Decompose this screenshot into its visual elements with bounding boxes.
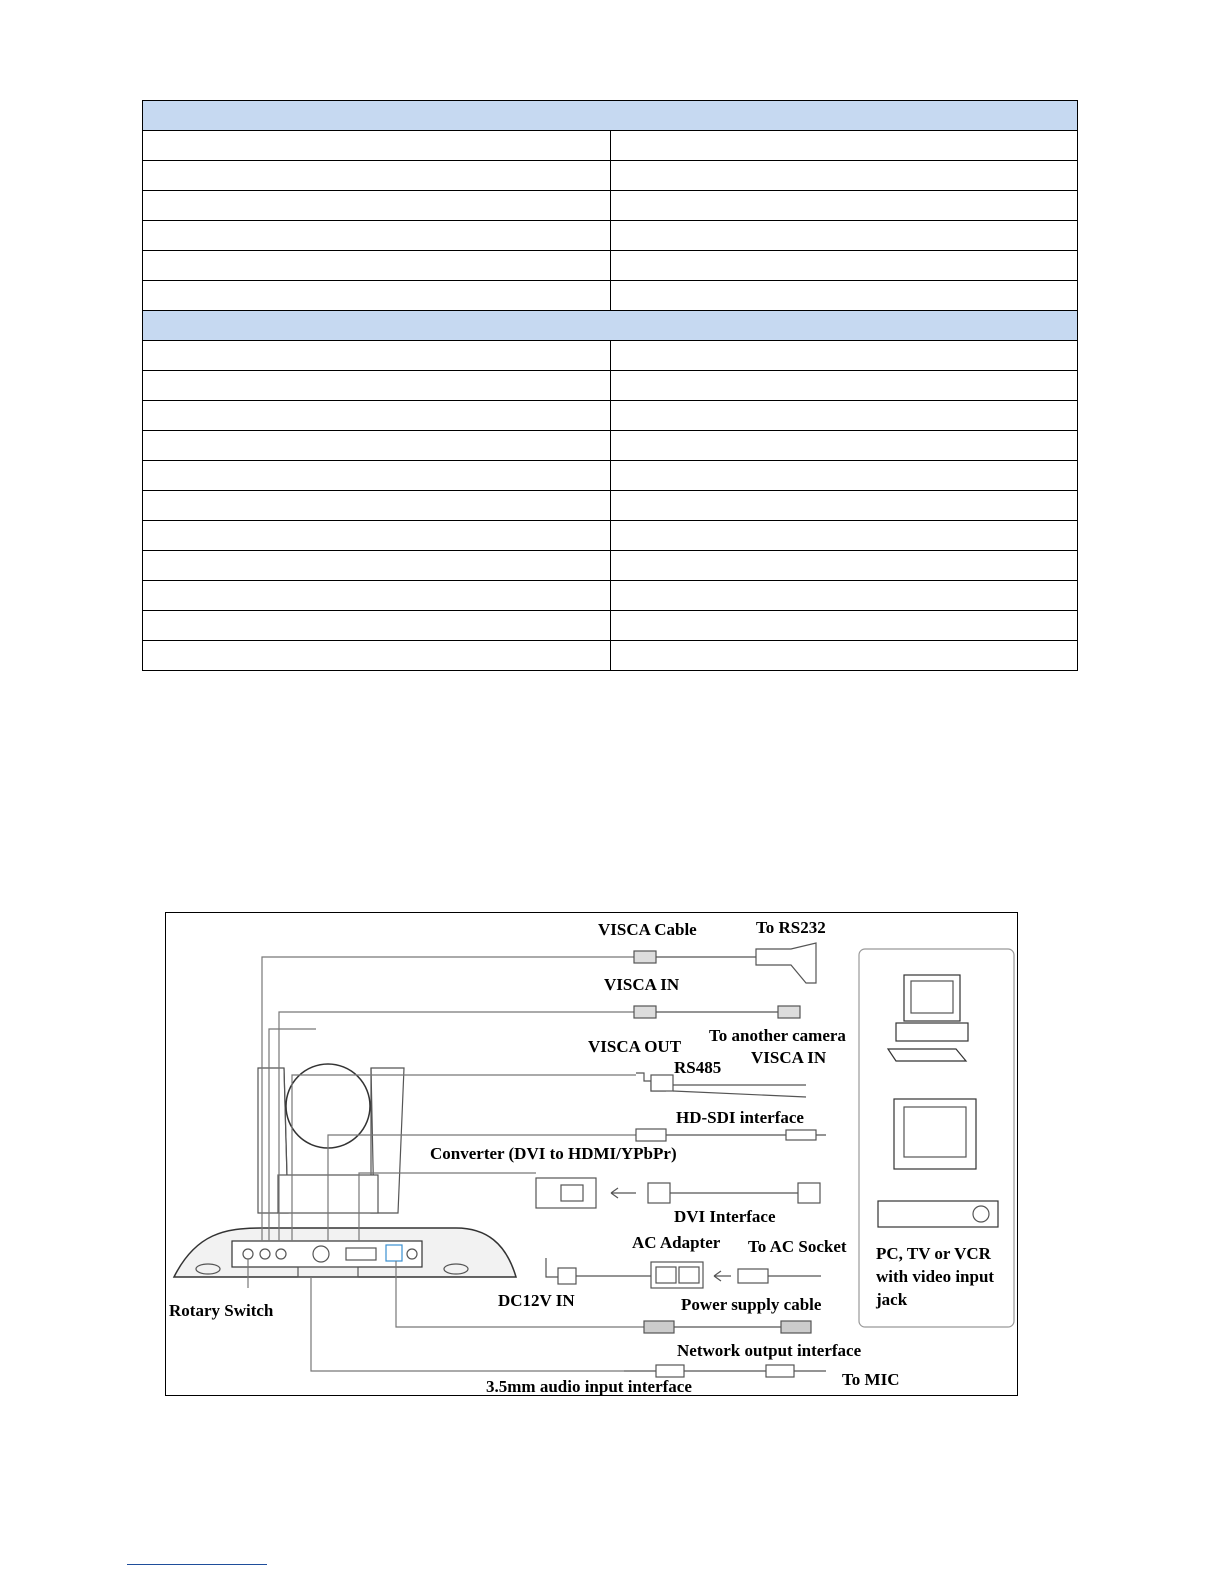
- connection-diagram: [165, 912, 1018, 1396]
- table-row: [143, 341, 1078, 371]
- cable-lines: [248, 957, 644, 1371]
- label-pc-tv-vcr-1: PC, TV or VCR: [876, 1244, 991, 1263]
- spec-value-cell: [610, 551, 1078, 581]
- label-pc-tv-vcr-2: with video input: [876, 1267, 995, 1286]
- spec-label-cell: [143, 521, 611, 551]
- visca-in-connectors: [634, 1006, 800, 1018]
- section-header-cell: [143, 311, 1078, 341]
- spec-value-cell: [610, 191, 1078, 221]
- spec-value-cell: [610, 641, 1078, 671]
- label-rotary-switch: Rotary Switch: [169, 1301, 274, 1320]
- table-row: [143, 131, 1078, 161]
- table-row: [143, 611, 1078, 641]
- spec-value-cell: [610, 401, 1078, 431]
- table-row: [143, 161, 1078, 191]
- spec-label-cell: [143, 341, 611, 371]
- label-visca-out: VISCA OUT: [588, 1037, 682, 1056]
- spec-value-cell: [610, 161, 1078, 191]
- table-row: [143, 491, 1078, 521]
- table-row: [143, 251, 1078, 281]
- table-row: [143, 581, 1078, 611]
- power-connectors: [546, 1258, 821, 1288]
- spec-value-cell: [610, 131, 1078, 161]
- diagram-labels: [169, 918, 994, 1396]
- label-dvi-interface: DVI Interface: [674, 1207, 776, 1226]
- section-header-cell: [143, 101, 1078, 131]
- label-ac-adapter: AC Adapter: [632, 1233, 721, 1252]
- table-row: [143, 281, 1078, 311]
- label-power-supply-cable: Power supply cable: [681, 1295, 822, 1314]
- table-section-header: [143, 311, 1078, 341]
- spec-value-cell: [610, 521, 1078, 551]
- audio-connectors: [624, 1365, 826, 1377]
- spec-label-cell: [143, 221, 611, 251]
- table-row: [143, 461, 1078, 491]
- hd-sdi-connector: [636, 1129, 826, 1141]
- spec-value-cell: [610, 251, 1078, 281]
- spec-label-cell: [143, 161, 611, 191]
- label-to-rs232: To RS232: [756, 918, 826, 937]
- label-to-another-camera: To another camera: [709, 1026, 846, 1045]
- label-hd-sdi: HD-SDI interface: [676, 1108, 804, 1127]
- label-another-camera-visca-in: VISCA IN: [751, 1048, 827, 1067]
- spec-label-cell: [143, 641, 611, 671]
- table-row: [143, 431, 1078, 461]
- spec-value-cell: [610, 491, 1078, 521]
- spec-label-cell: [143, 581, 611, 611]
- footer-link-underline: [127, 1564, 267, 1565]
- spec-value-cell: [610, 431, 1078, 461]
- spec-label-cell: [143, 491, 611, 521]
- spec-value-cell: [610, 581, 1078, 611]
- dvi-connectors: [536, 1178, 820, 1208]
- label-visca-cable: VISCA Cable: [598, 920, 697, 939]
- table-section-header: [143, 101, 1078, 131]
- table-row: [143, 371, 1078, 401]
- label-dc12v-in: DC12V IN: [498, 1291, 575, 1310]
- label-to-ac-socket: To AC Socket: [748, 1237, 847, 1256]
- table-row: [143, 401, 1078, 431]
- table-row: [143, 551, 1078, 581]
- label-visca-in: VISCA IN: [604, 975, 680, 994]
- spec-label-cell: [143, 611, 611, 641]
- spec-value-cell: [610, 371, 1078, 401]
- spec-label-cell: [143, 191, 611, 221]
- network-connectors: [644, 1321, 811, 1333]
- spec-value-cell: [610, 611, 1078, 641]
- label-converter: Converter (DVI to HDMI/YPbPr): [430, 1144, 677, 1163]
- label-pc-tv-vcr-3: jack: [876, 1290, 908, 1309]
- camera-illustration: [174, 1064, 516, 1277]
- spec-value-cell: [610, 221, 1078, 251]
- spec-label-cell: [143, 461, 611, 491]
- spec-label-cell: [143, 131, 611, 161]
- spec-label-cell: [143, 251, 611, 281]
- table-row: [143, 221, 1078, 251]
- label-rs485: RS485: [674, 1058, 722, 1077]
- spec-label-cell: [143, 371, 611, 401]
- label-to-mic: To MIC: [842, 1370, 900, 1389]
- spec-table: [142, 100, 1078, 671]
- label-audio-input: 3.5mm audio input interface: [486, 1377, 692, 1396]
- spec-value-cell: [610, 281, 1078, 311]
- table-row: [143, 521, 1078, 551]
- spec-value-cell: [610, 341, 1078, 371]
- diagram-canvas: [166, 913, 1019, 1397]
- table-row: [143, 191, 1078, 221]
- spec-label-cell: [143, 281, 611, 311]
- spec-label-cell: [143, 551, 611, 581]
- table-row: [143, 641, 1078, 671]
- spec-label-cell: [143, 431, 611, 461]
- spec-value-cell: [610, 461, 1078, 491]
- label-network-output: Network output interface: [677, 1341, 862, 1360]
- spec-label-cell: [143, 401, 611, 431]
